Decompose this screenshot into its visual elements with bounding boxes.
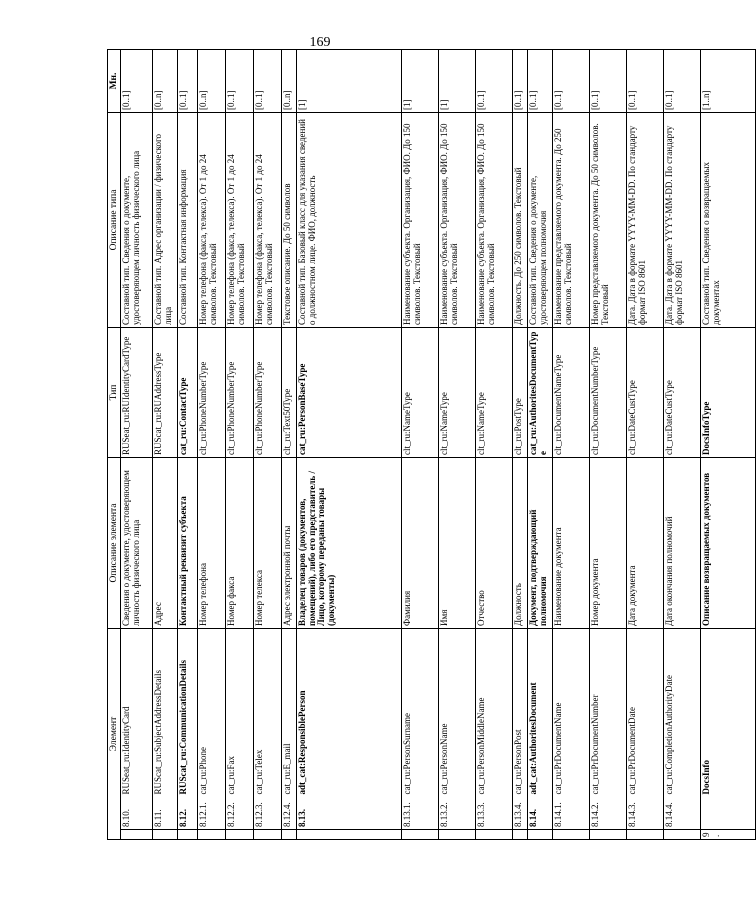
row-type-description: Составной тип. Адрес организации / физического лица bbox=[153, 112, 178, 327]
table-row bbox=[627, 49, 664, 839]
row-element-description: Описание возвращаемых документов bbox=[701, 457, 756, 628]
row-section-number bbox=[121, 830, 153, 840]
row-element-description: Контактный реквизит субъекта bbox=[178, 457, 198, 628]
row-section-number bbox=[553, 830, 590, 840]
row-type: clt_ru:DateCustType bbox=[627, 327, 664, 457]
row-section-number bbox=[402, 830, 439, 840]
table-row bbox=[402, 49, 439, 839]
row-element-description: Владелец товаров (документов, помещений), либо его представитель / Лицо, которому переданы товары (документы) bbox=[297, 457, 402, 628]
row-element-name: cat_ru:PersonName bbox=[439, 628, 476, 796]
row-element-description: Номер телефона bbox=[198, 457, 226, 628]
row-section-number bbox=[153, 830, 178, 840]
row-number: 8.13. bbox=[297, 797, 402, 830]
row-type-description: Текстовое описание. До 50 символов bbox=[282, 112, 297, 327]
row-element-name: cat_ru:PrDocumentDate bbox=[627, 628, 664, 796]
table-row bbox=[553, 49, 590, 839]
row-element-name: adt_cat:AuthoritesDocument bbox=[528, 628, 553, 796]
row-multiplicity: [0..1] bbox=[513, 49, 528, 112]
table-row bbox=[701, 49, 756, 839]
row-element-description: Номер документа bbox=[590, 457, 627, 628]
row-section-number bbox=[590, 830, 627, 840]
row-element-name: RUScat_ru:SubjectAddressDetails bbox=[153, 628, 178, 796]
row-element-description: Документ, подтверждающий полномочия bbox=[528, 457, 553, 628]
row-multiplicity: [0..1] bbox=[528, 49, 553, 112]
row-element-description: Отчество bbox=[476, 457, 513, 628]
table-row bbox=[528, 49, 553, 839]
row-multiplicity: [0..1] bbox=[121, 49, 153, 112]
header-type: Тип bbox=[108, 327, 121, 457]
row-multiplicity: [0..n] bbox=[153, 49, 178, 112]
row-element-description: Дата окончания полномочий bbox=[664, 457, 701, 628]
row-section-number bbox=[198, 830, 226, 840]
row-number: 8.14.2. bbox=[590, 797, 627, 830]
row-element-name: RUScat_ru:CommunicationDetails bbox=[178, 628, 198, 796]
header-description: Описание элемента bbox=[108, 457, 121, 628]
row-multiplicity: [0..1] bbox=[254, 49, 282, 112]
row-type: clt_ru:PhoneNumberType bbox=[254, 327, 282, 457]
row-type-description: Наименование субъекта. Организация, ФИО. До 150 символов. Текстовый bbox=[476, 112, 513, 327]
row-type: clt_ru:DocumentNameType bbox=[553, 327, 590, 457]
row-multiplicity: [0..1] bbox=[178, 49, 198, 112]
row-type: clt_ru:DateCustType bbox=[664, 327, 701, 457]
row-multiplicity: [0..1] bbox=[590, 49, 627, 112]
row-element-name: cat_ru:CompletionAuthorityDate bbox=[664, 628, 701, 796]
table-row bbox=[664, 49, 701, 839]
header-multiplicity: Мн. bbox=[108, 49, 121, 112]
row-number: 8.11. bbox=[153, 797, 178, 830]
row-type: cat_ru:ContactType bbox=[178, 327, 198, 457]
row-type-description: Наименование представляемого документа. До 250 символов. Текстовый bbox=[553, 112, 590, 327]
row-element-name: cat_ru:E_mail bbox=[282, 628, 297, 796]
row-element-name: cat_ru:PersonPost bbox=[513, 628, 528, 796]
row-element-description: Адрес bbox=[153, 457, 178, 628]
row-number: 8.12.4. bbox=[282, 797, 297, 830]
row-number: 8.13.1. bbox=[402, 797, 439, 830]
row-number: 8.14.3. bbox=[627, 797, 664, 830]
row-element-name: RUSeat_ru:IdentityCard bbox=[121, 628, 153, 796]
row-element-description: Дата документа bbox=[627, 457, 664, 628]
row-element-description: Фамилия bbox=[402, 457, 439, 628]
table-row bbox=[439, 49, 476, 839]
row-multiplicity: [1..n] bbox=[701, 49, 756, 112]
row-multiplicity: [1] bbox=[439, 49, 476, 112]
row-number: 8.13.4. bbox=[513, 797, 528, 830]
table-row bbox=[178, 49, 198, 839]
table-row bbox=[153, 49, 178, 839]
row-section-number bbox=[297, 830, 402, 840]
row-element-description: Имя bbox=[439, 457, 476, 628]
row-multiplicity: [0..n] bbox=[282, 49, 297, 112]
row-number: 8.14. bbox=[528, 797, 553, 830]
row-number: 8.13.3. bbox=[476, 797, 513, 830]
row-type-description: Дата. Дата в формате YYYY-MM-DD. По стандарту формат ISO 8601 bbox=[664, 112, 701, 327]
row-multiplicity: [0..1] bbox=[226, 49, 254, 112]
row-type-description: Составной тип. Контактная информация bbox=[178, 112, 198, 327]
row-type: clt_ru:PhoneNumberType bbox=[198, 327, 226, 457]
row-section-number bbox=[439, 830, 476, 840]
row-type: clt_ru:DocumentNumberType bbox=[590, 327, 627, 457]
table-row bbox=[297, 49, 402, 839]
row-type-description: Номер телефона (факса, телекса). От 1 до 24 символов. Текстовый bbox=[226, 112, 254, 327]
row-section-number bbox=[664, 830, 701, 840]
table-row bbox=[590, 49, 627, 839]
row-type-description: Составной тип. Сведения о документе, удостоверяющем личность физического лица bbox=[121, 112, 153, 327]
row-section-number bbox=[528, 830, 553, 840]
table-row bbox=[254, 49, 282, 839]
table-row bbox=[282, 49, 297, 839]
table-row bbox=[226, 49, 254, 839]
row-element-name: cat_ru:PrDocumentName bbox=[553, 628, 590, 796]
row-number: 8.12.1. bbox=[198, 797, 226, 830]
row-number: 8.14.4. bbox=[664, 797, 701, 830]
row-type: clt_ru:NameType bbox=[476, 327, 513, 457]
row-section-number bbox=[513, 830, 528, 840]
table-row bbox=[513, 49, 528, 839]
row-number: 8.12. bbox=[178, 797, 198, 830]
row-type: cat_ru:PersonBaseType bbox=[297, 327, 402, 457]
row-section-number bbox=[476, 830, 513, 840]
row-element-description: Сведения о документе, удостоверяющем личность физического лица bbox=[121, 457, 153, 628]
row-type-description: Наименование субъекта. Организация, ФИО. До 150 символов. Текстовый bbox=[439, 112, 476, 327]
row-multiplicity: [0..1] bbox=[664, 49, 701, 112]
page-number: 169 bbox=[309, 35, 331, 50]
row-type-description: Составной тип. Сведения о документе, удостоверяющем полномочия bbox=[528, 112, 553, 327]
row-type: clt_ru:PhoneNumberType bbox=[226, 327, 254, 457]
row-element-name: DocsInfo bbox=[701, 628, 756, 796]
row-number: 8.10. bbox=[121, 797, 153, 830]
header-type-description: Описание типа bbox=[108, 112, 121, 327]
row-type: cat_ru:AuthoritesDocumentType bbox=[528, 327, 553, 457]
row-multiplicity: [0..1] bbox=[553, 49, 590, 112]
row-type-description: Номер телефона (факса, телекса). От 1 до 24 символов. Текстовый bbox=[198, 112, 226, 327]
row-element-description: Наименование документа bbox=[553, 457, 590, 628]
row-multiplicity: [0..1] bbox=[627, 49, 664, 112]
row-element-name: cat_ru:PersonSurname bbox=[402, 628, 439, 796]
rotated-table-sheet bbox=[107, 50, 721, 840]
row-element-name: cat_ru:Fax bbox=[226, 628, 254, 796]
row-number: 8.13.2. bbox=[439, 797, 476, 830]
row-element-name: cat_ru:PrDocumentNumber bbox=[590, 628, 627, 796]
row-type-description: Наименование субъекта. Организация, ФИО. До 150 символов. Текстовый bbox=[402, 112, 439, 327]
row-type: RUSeat_ru:RUIdentityCardType bbox=[121, 327, 153, 457]
row-section-number: 9. bbox=[701, 830, 756, 840]
row-element-description: Номер телекса bbox=[254, 457, 282, 628]
row-element-name: adt_cat:ResponsiblePerson bbox=[297, 628, 402, 796]
row-type: clt_ru:NameType bbox=[439, 327, 476, 457]
row-type-description: Составной тип. Сведения о возвращаемых документах bbox=[701, 112, 756, 327]
row-number: 8.12.3. bbox=[254, 797, 282, 830]
table-header-row bbox=[108, 49, 121, 839]
row-multiplicity: [0..n] bbox=[198, 49, 226, 112]
row-section-number bbox=[627, 830, 664, 840]
row-element-description: Адрес электронной почты bbox=[282, 457, 297, 628]
row-type-description: Дата. Дата в формате YYYY-MM-DD. По стандарту формат ISO 8601 bbox=[627, 112, 664, 327]
row-type: clt_ru:PostType bbox=[513, 327, 528, 457]
row-section-number bbox=[226, 830, 254, 840]
table-row bbox=[121, 49, 153, 839]
row-element-name: cat_ru:Phone bbox=[198, 628, 226, 796]
table-row bbox=[198, 49, 226, 839]
row-element-name: cat_ru:PersonMiddleName bbox=[476, 628, 513, 796]
row-type-description: Должность. До 250 символов. Текстовый bbox=[513, 112, 528, 327]
row-type-description: Номер представляемого документа. До 50 символов. Текстовый bbox=[590, 112, 627, 327]
header-element: Элемент bbox=[108, 628, 121, 839]
row-type: clt_ru:NameType bbox=[402, 327, 439, 457]
row-type-description: Составной тип. Базовый класс для указания сведений о должностном лице. ФИО, должность bbox=[297, 112, 402, 327]
row-element-description: Должность bbox=[513, 457, 528, 628]
elements-table bbox=[107, 49, 756, 840]
row-number bbox=[701, 797, 756, 830]
row-multiplicity: [1] bbox=[297, 49, 402, 112]
row-type: DocsInfoType bbox=[701, 327, 756, 457]
table-row bbox=[476, 49, 513, 839]
row-type-description: Номер телефона (факса, телекса). От 1 до 24 символов. Текстовый bbox=[254, 112, 282, 327]
row-number: 8.14.1. bbox=[553, 797, 590, 830]
row-number: 8.12.2. bbox=[226, 797, 254, 830]
row-section-number bbox=[282, 830, 297, 840]
table-body bbox=[121, 49, 756, 839]
row-multiplicity: [1] bbox=[402, 49, 439, 112]
row-section-number bbox=[254, 830, 282, 840]
row-element-name: cat_ru:Telex bbox=[254, 628, 282, 796]
row-multiplicity: [0..1] bbox=[476, 49, 513, 112]
row-type: clt_ru:Text50Type bbox=[282, 327, 297, 457]
row-element-description: Номер факса bbox=[226, 457, 254, 628]
row-section-number bbox=[178, 830, 198, 840]
row-type: RUScat_ru:RUAddressType bbox=[153, 327, 178, 457]
